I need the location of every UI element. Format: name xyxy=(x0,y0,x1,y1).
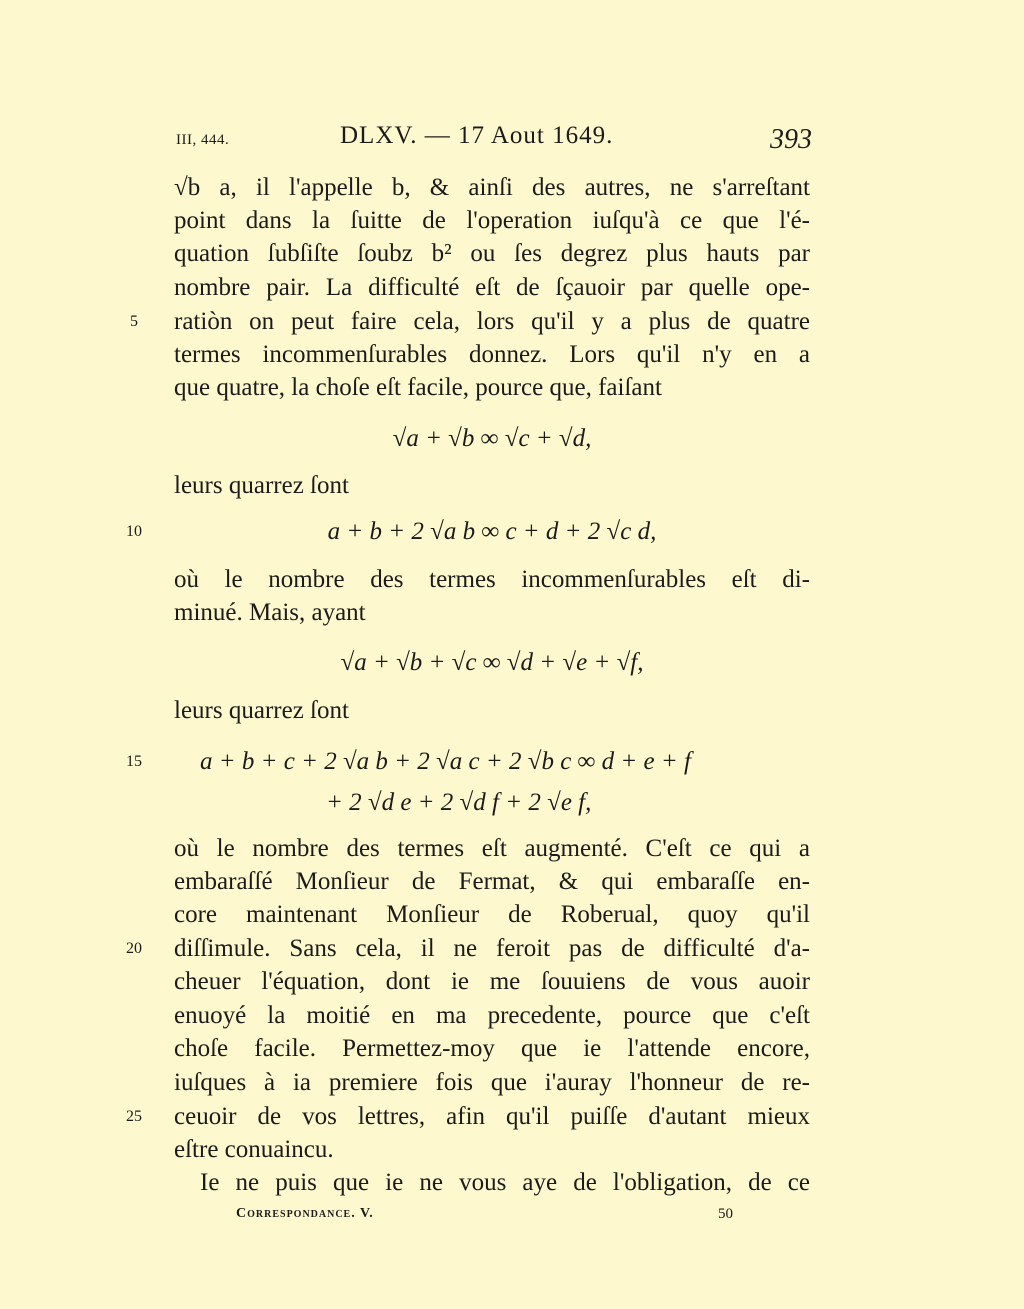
volume-reference: III, 444. xyxy=(176,132,230,148)
formula: √a + √b ∞ √c + √d, xyxy=(392,425,592,452)
footer-sheet-number: 50 xyxy=(718,1206,733,1222)
text-line: nombre pair. La difficulté eſt de ſçauoir par quelle ope- xyxy=(174,274,810,301)
line-number: 15 xyxy=(126,753,142,770)
text-line: minué. Mais, ayant xyxy=(174,599,366,626)
text-line: leurs quarrez ſont xyxy=(174,697,349,724)
page-number: 393 xyxy=(770,124,812,155)
text-line: choſe facile. Permettez-moy que ie l'attende encore, xyxy=(174,1035,810,1062)
text-line: ratiòn on peut faire cela, lors qu'il y a plus de quatre xyxy=(174,308,810,335)
line-number: 10 xyxy=(126,523,142,540)
text-line: embaraſſé Monſieur de Fermat, & qui embaraſſe en- xyxy=(174,868,810,895)
text-line: iuſques à ia premiere fois que i'auray l'honneur de re- xyxy=(174,1069,810,1096)
formula: √a + √b + √c ∞ √d + √e + √f, xyxy=(340,649,644,676)
text-line: diſſimule. Sans cela, il ne feroit pas de difficulté d'a- xyxy=(174,935,810,962)
text-line: eſtre conuaincu. xyxy=(174,1136,334,1163)
running-head xyxy=(0,122,1024,162)
formula: + 2 √d e + 2 √d f + 2 √e f, xyxy=(326,789,592,816)
text-line: Ie ne puis que ie ne vous aye de l'obligation, de ce xyxy=(200,1169,810,1196)
letter-title: DLXV. — 17 Aout 1649. xyxy=(340,122,614,149)
text-line: termes incommenſurables donnez. Lors qu'il n'y en a xyxy=(174,341,810,368)
text-line: enuoyé la moitié en ma precedente, pource que c'eſt xyxy=(174,1002,810,1029)
text-line: quation ſubſiſte ſoubz b² ou ſes degrez plus hauts par xyxy=(174,240,810,267)
line-number: 25 xyxy=(126,1108,142,1125)
line-number: 5 xyxy=(130,313,138,330)
text-line: cheuer l'équation, dont ie me ſouuiens de vous auoir xyxy=(174,968,810,995)
text-line: où le nombre des termes incommenſurables eſt di- xyxy=(174,566,810,593)
formula: a + b + c + 2 √a b + 2 √a c + 2 √b c ∞ d + e + f xyxy=(200,748,691,775)
text-line: où le nombre des termes eſt augmenté. C'eſt ce qui a xyxy=(174,835,810,862)
text-line: que quatre, la choſe eſt facile, pource que, faiſant xyxy=(174,374,662,401)
line-number: 20 xyxy=(126,940,142,957)
text-line: point dans la ſuitte de l'operation iuſqu'à ce que l'é- xyxy=(174,207,810,234)
text-line: ceuoir de vos lettres, afin qu'il puiſſe d'autant mieux xyxy=(174,1103,810,1130)
text-line: core maintenant Monſieur de Roberual, quoy qu'il xyxy=(174,901,810,928)
text-line: leurs quarrez ſont xyxy=(174,472,349,499)
formula: a + b + 2 √a b ∞ c + d + 2 √c d, xyxy=(327,518,657,545)
footer-signature: Correspondance. V. xyxy=(236,1206,374,1221)
text-line: √b a, il l'appelle b, & ainſi des autres, ne s'arreſtant xyxy=(174,174,810,201)
